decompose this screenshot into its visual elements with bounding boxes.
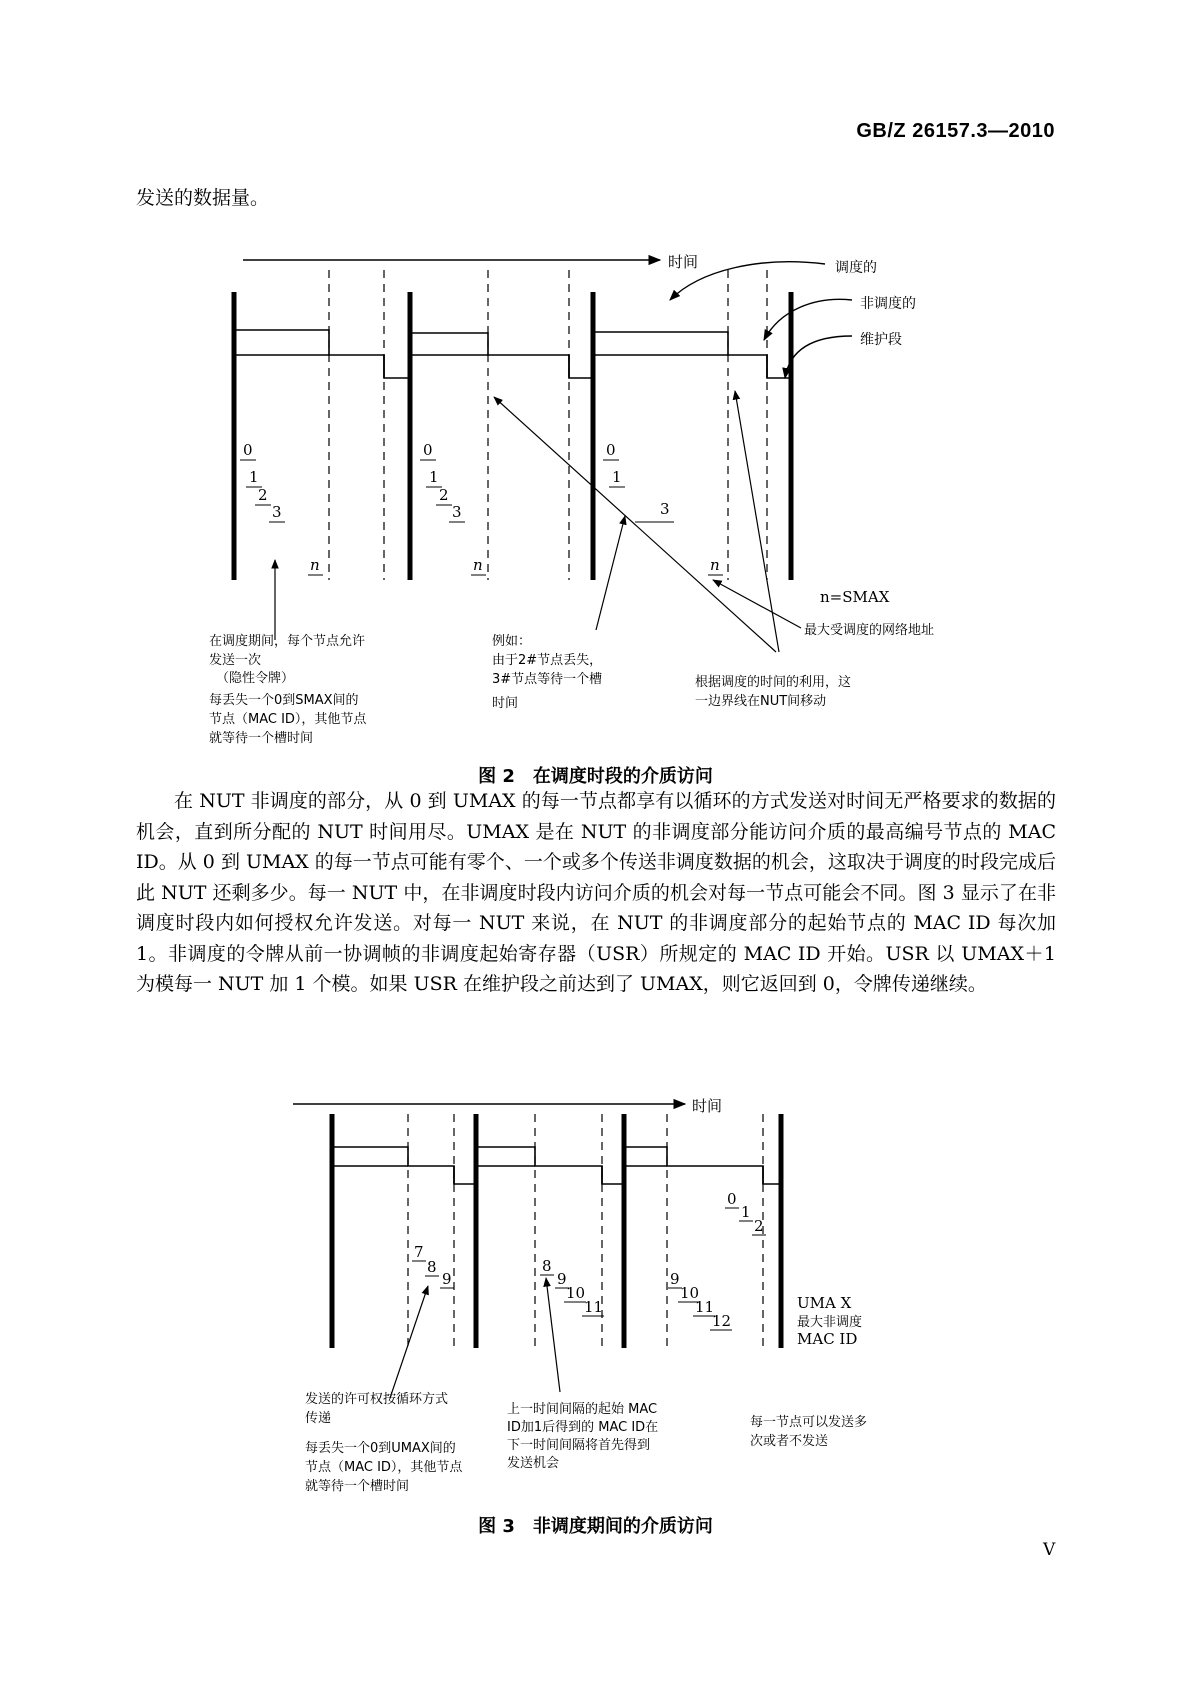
slot-number: 9 <box>557 1270 567 1288</box>
slot-numbers-cycle4 <box>725 1190 766 1235</box>
annotation-each: 次或者不发送 <box>750 1434 829 1449</box>
figure-3 <box>0 1080 1191 1510</box>
slot-number: 3 <box>452 503 462 521</box>
annotation-each-node: （隐性令牌） <box>216 671 295 686</box>
legend-maintenance: 维护段 <box>860 332 902 348</box>
timing-steps <box>332 1147 781 1184</box>
annotation-max-scheduled: 最大受调度的网络地址 <box>804 623 935 638</box>
slot-number: 2 <box>754 1217 764 1235</box>
slot-number: 2 <box>258 486 268 504</box>
annotation-token: 发送的许可权按循环方式 <box>305 1392 449 1407</box>
slot-number: 10 <box>566 1284 586 1302</box>
slot-number: 0 <box>423 441 433 459</box>
annotation-example: 例如： <box>492 634 532 649</box>
slot-number: 1 <box>612 468 622 486</box>
annotation-token: 传递 <box>305 1411 332 1426</box>
n-smax-label: n=SMAX <box>820 588 890 606</box>
slot-numbers-cycle3 <box>668 1270 732 1330</box>
figure-2-caption: 图 2 在调度时段的介质访问 <box>478 766 713 787</box>
annotation-each-lost: 节点（MAC ID），其他节点 <box>209 712 367 727</box>
slot-numbers-cycle1 <box>412 1243 454 1288</box>
umax-label: MAC ID <box>797 1330 858 1348</box>
slot-number: 7 <box>414 1243 424 1261</box>
annotation-example: 时间 <box>492 696 519 711</box>
annotation-boundary: 根据调度的时间的利用，这 <box>695 675 852 690</box>
timing-steps <box>234 330 791 378</box>
nut-boundaries <box>234 292 791 580</box>
slot-number: 1 <box>429 468 439 486</box>
annotation-lost: 节点（MAC ID），其他节点 <box>305 1460 463 1475</box>
slot-number: 3 <box>272 503 282 521</box>
figure-3-caption: 图 3 非调度期间的介质访问 <box>478 1516 713 1537</box>
slot-number: 11 <box>584 1298 604 1316</box>
annotation-each: 每一节点可以发送多 <box>750 1415 868 1430</box>
slot-number: 11 <box>695 1298 715 1316</box>
intro-text: 发送的数据量。 <box>136 187 270 209</box>
annotation-each-node: 在调度期间，每个节点允许 <box>209 634 366 649</box>
annotation-each-node: 发送一次 <box>209 653 262 668</box>
annotation-each-lost: 就等待一个槽时间 <box>209 731 314 746</box>
legend-arrows <box>670 262 852 378</box>
legend-unscheduled: 非调度的 <box>860 296 916 312</box>
figure-2 <box>0 230 1191 750</box>
slot-number: 8 <box>542 1257 552 1275</box>
legend-scheduled: 调度的 <box>835 260 877 276</box>
slot-number: 9 <box>442 1270 452 1288</box>
n-labels <box>308 556 890 606</box>
page-number: V <box>1043 1540 1056 1560</box>
slot-number: 0 <box>606 441 616 459</box>
dashed-dividers <box>329 270 767 580</box>
annotation-start: ID加1后得到的 MAC ID在 <box>507 1420 659 1435</box>
annotation-start: 发送机会 <box>507 1456 560 1471</box>
n-label: n <box>310 556 320 574</box>
slot-number: 12 <box>712 1312 732 1330</box>
annotation-example: 3#节点等待一个槽 <box>492 672 603 687</box>
time-label: 时间 <box>692 1097 723 1115</box>
annotation-lost: 就等待一个槽时间 <box>305 1479 410 1494</box>
slot-number: 1 <box>249 468 259 486</box>
annotation-start: 下一时间间隔将首先得到 <box>507 1438 651 1453</box>
n-label: n <box>710 556 720 574</box>
umax-label: 最大非调度 <box>797 1315 863 1330</box>
annotation-each-lost: 每丢失一个0到SMAX间的 <box>209 693 359 708</box>
slot-number: 9 <box>670 1270 680 1288</box>
slot-number: 3 <box>660 500 670 518</box>
annotation-example: 由于2#节点丢失， <box>492 653 603 668</box>
slot-number: 2 <box>439 486 449 504</box>
slot-number: 10 <box>680 1284 700 1302</box>
slot-numbers-cycle1 <box>240 441 285 522</box>
annotation-arrows <box>275 391 801 652</box>
n-label: n <box>473 556 483 574</box>
body-paragraph: 在 NUT 非调度的部分，从 0 到 UMAX 的每一节点都享有以循环的方式发送对时间无严格要求的数据的机会，直到所分配的 NUT 时间用尽。UMAX 是在 NUT 的非调度部分能访问介质的最高编号节点的 MAC ID。从 0 到 UMAX 的每一节点可能有零个、一个或多个传送非调度数据的机会，这取决于调度的时段完成后此 NUT 还剩多少。每一 NUT 中，在非调度时段内访问介质的机会对每一节点可能会不同。图 3 显示了在非调度时段内如何授权允许发送。对每一 NUT 来说，在 NUT 的非调度部分的起始节点的 MAC ID 每次加 1。非调度的令牌从前一协调帧的非调度起始寄存器（USR）所规定的 MAC ID 开始。USR 以 UMAX＋1 为模每一 NUT 加 1 个模。如果 USR 在维护段之前达到了 UMAX，则它返回到 0，令牌传递继续。 <box>136 790 1056 995</box>
slot-number: 1 <box>741 1203 751 1221</box>
umax-label: UMA X <box>797 1294 852 1312</box>
slot-numbers-cycle3 <box>603 441 674 522</box>
annotation-lost: 每丢失一个0到UMAX间的 <box>305 1441 456 1456</box>
slot-numbers-cycle2 <box>420 441 465 522</box>
annotation-boundary: 一边界线在NUT间移动 <box>695 694 827 709</box>
slot-number: 8 <box>427 1258 437 1276</box>
slot-number: 0 <box>727 1190 737 1208</box>
time-label: 时间 <box>668 253 699 271</box>
slot-number: 0 <box>243 441 253 459</box>
annotation-start: 上一时间间隔的起始 MAC <box>507 1402 658 1417</box>
standard-number: GB/Z 26157.3—2010 <box>856 120 1055 142</box>
